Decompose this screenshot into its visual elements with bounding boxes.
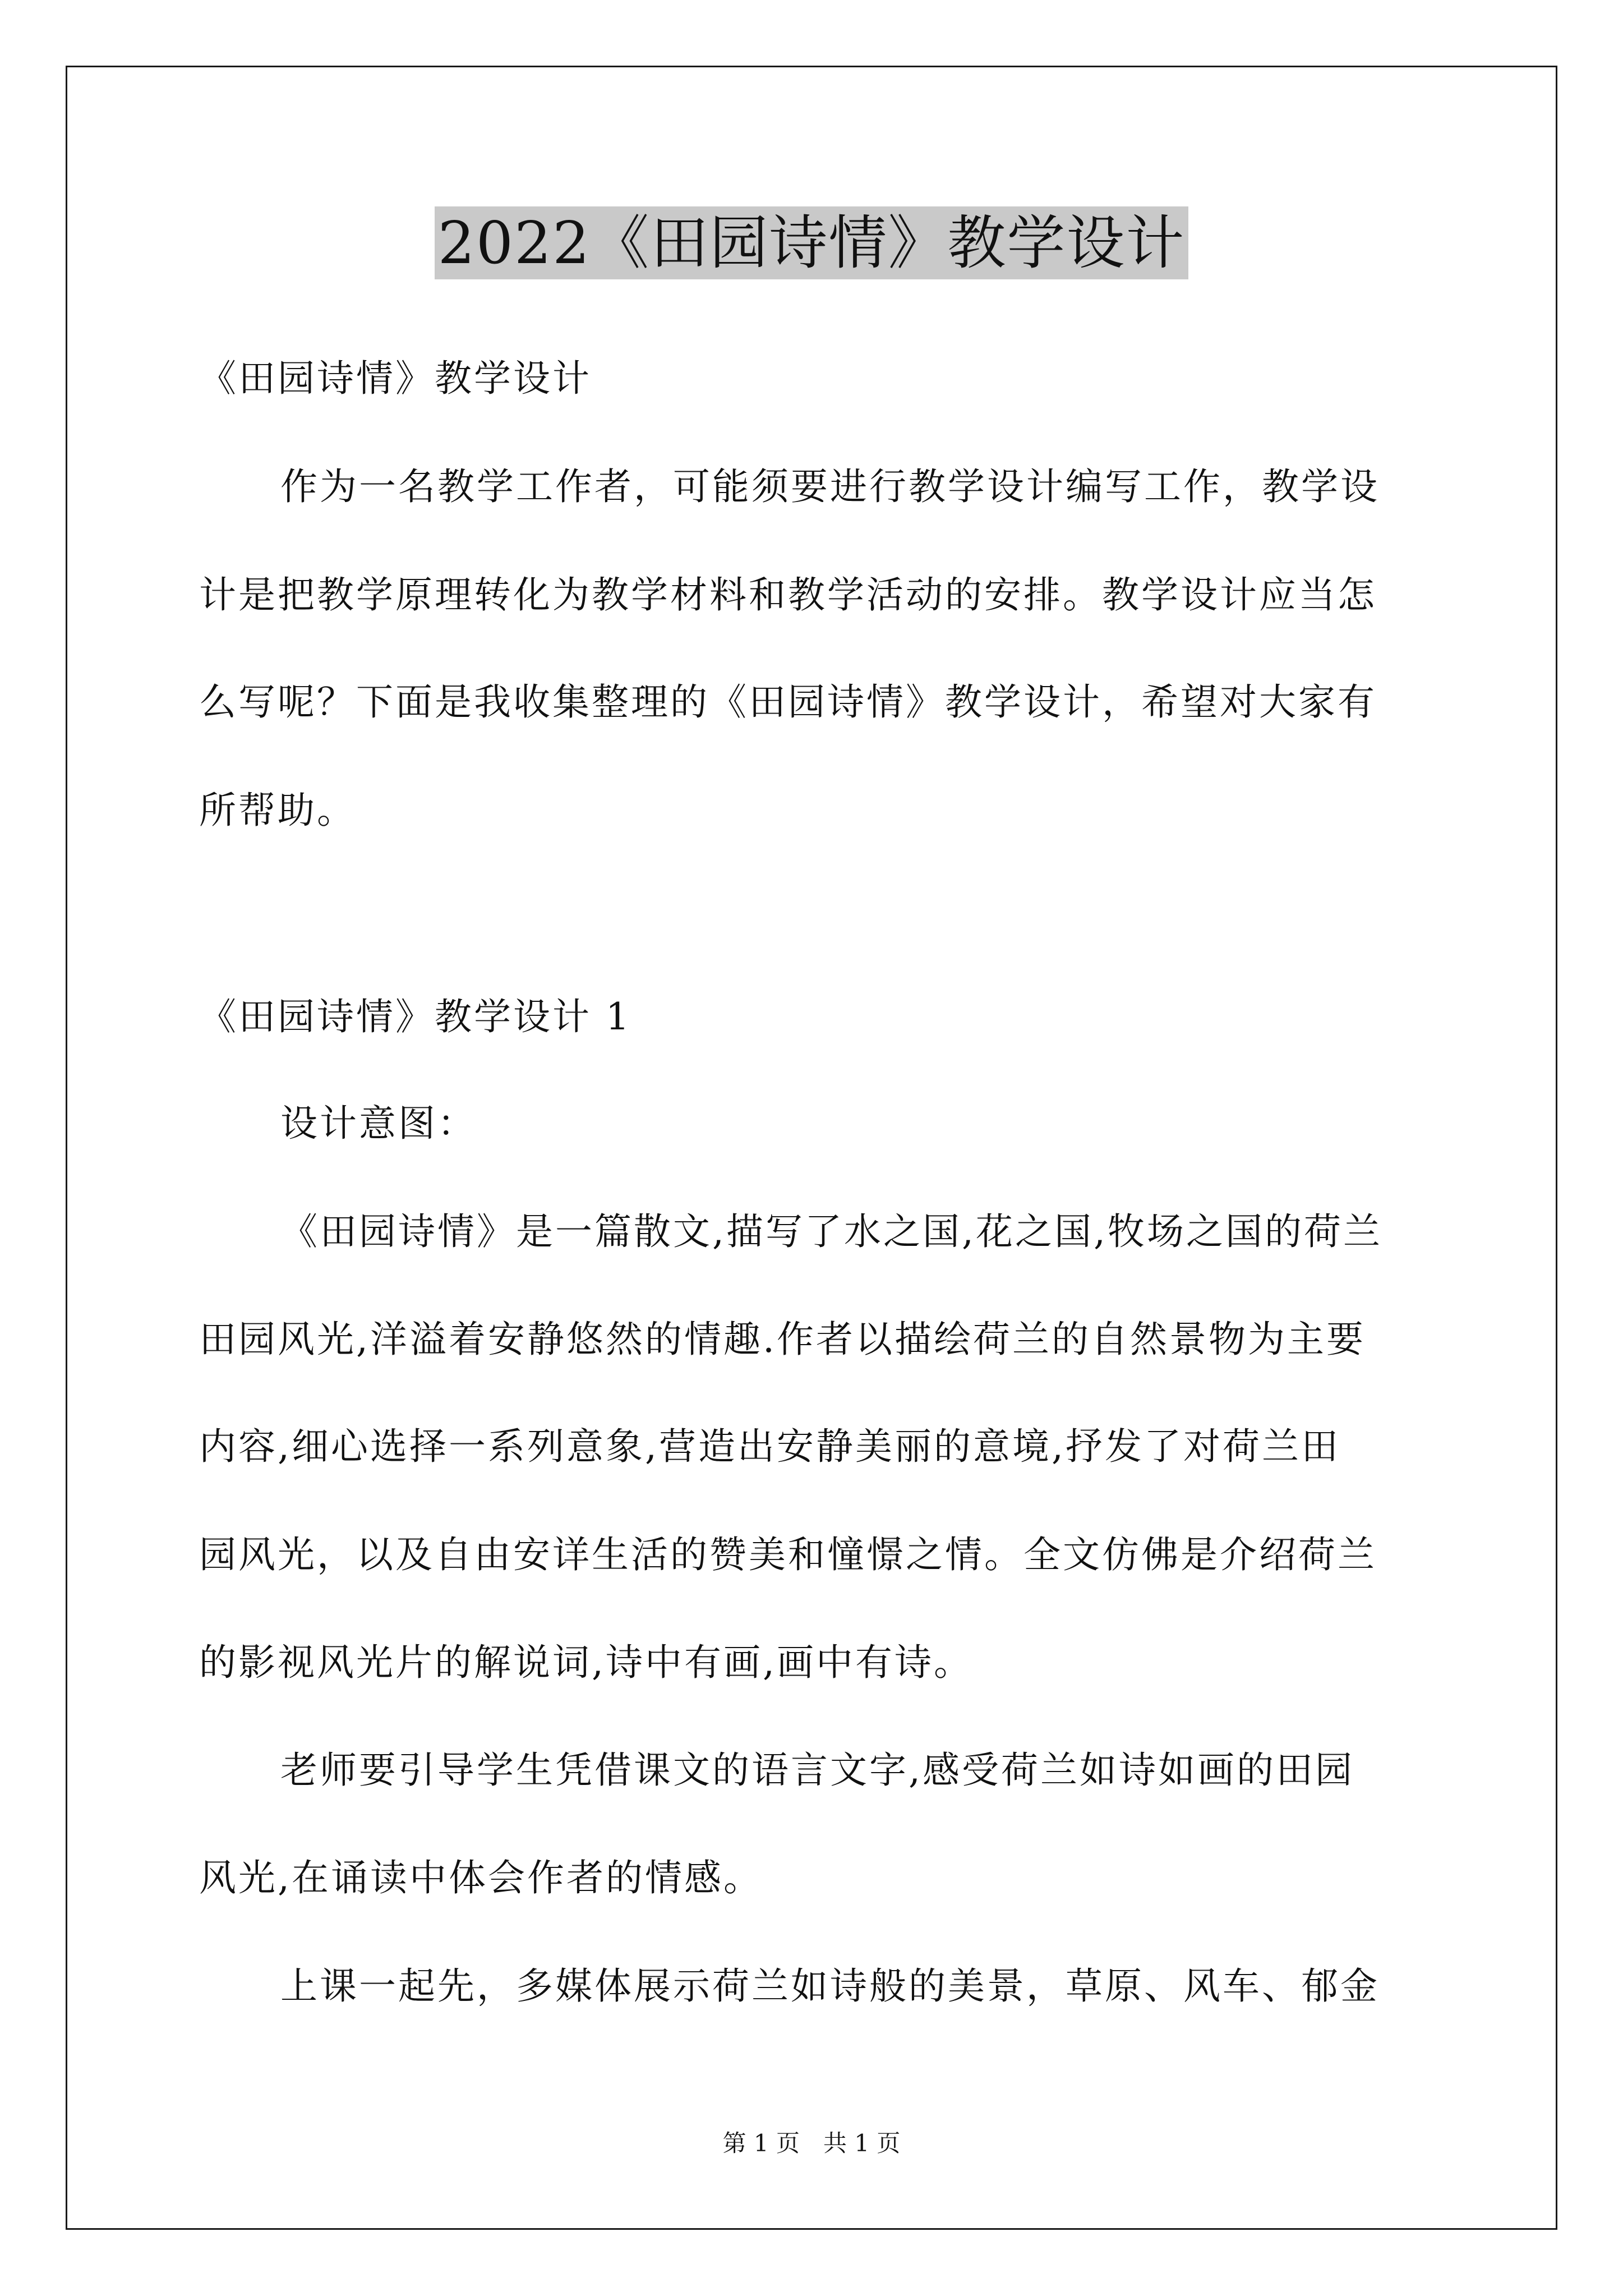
- paragraph-line: 上课一起先，多媒体展示荷兰如诗般的美景，草原、风车、郁金: [280, 1964, 1380, 2008]
- paragraph-line: 《田园诗情》是一篇散文,描写了水之国,花之国,牧场之国的荷兰: [280, 1210, 1382, 1253]
- paragraph-line: 的影视风光片的解说词,诗中有画,画中有诗。: [199, 1641, 973, 1684]
- paragraph-line: 田园风光,洋溢着安静悠然的情趣.作者以描绘荷兰的自然景物为主要: [199, 1318, 1366, 1361]
- paragraph-line: 园风光，以及自由安详生活的赞美和憧憬之情。全文仿佛是介绍荷兰: [199, 1533, 1377, 1576]
- intro-line: 作为一名教学工作者，可能须要进行教学设计编写工作，教学设: [280, 465, 1380, 508]
- intro-line: 所帮助。: [199, 789, 356, 832]
- design-intent-label: 设计意图：: [280, 1102, 477, 1145]
- paragraph-line: 老师要引导学生凭借课文的语言文字,感受荷兰如诗如画的田园: [280, 1749, 1354, 1792]
- paragraph-line: 风光,在诵读中体会作者的情感。: [199, 1856, 763, 1899]
- document-title: 2022《田园诗情》教学设计: [435, 206, 1189, 279]
- intro-line: 么写呢？下面是我收集整理的《田园诗情》教学设计，希望对大家有: [199, 680, 1377, 724]
- document-subtitle: 《田园诗情》教学设计: [199, 357, 592, 400]
- paragraph-line: 内容,细心选择一系列意象,营造出安静美丽的意境,抒发了对荷兰田: [199, 1425, 1340, 1468]
- section-heading: 《田园诗情》教学设计 1: [199, 995, 631, 1038]
- title-container: [0, 206, 1623, 279]
- intro-line: 计是把教学原理转化为教学材料和教学活动的安排。教学设计应当怎: [199, 573, 1377, 616]
- page-footer: 第 1 页 共 1 页: [722, 2129, 901, 2157]
